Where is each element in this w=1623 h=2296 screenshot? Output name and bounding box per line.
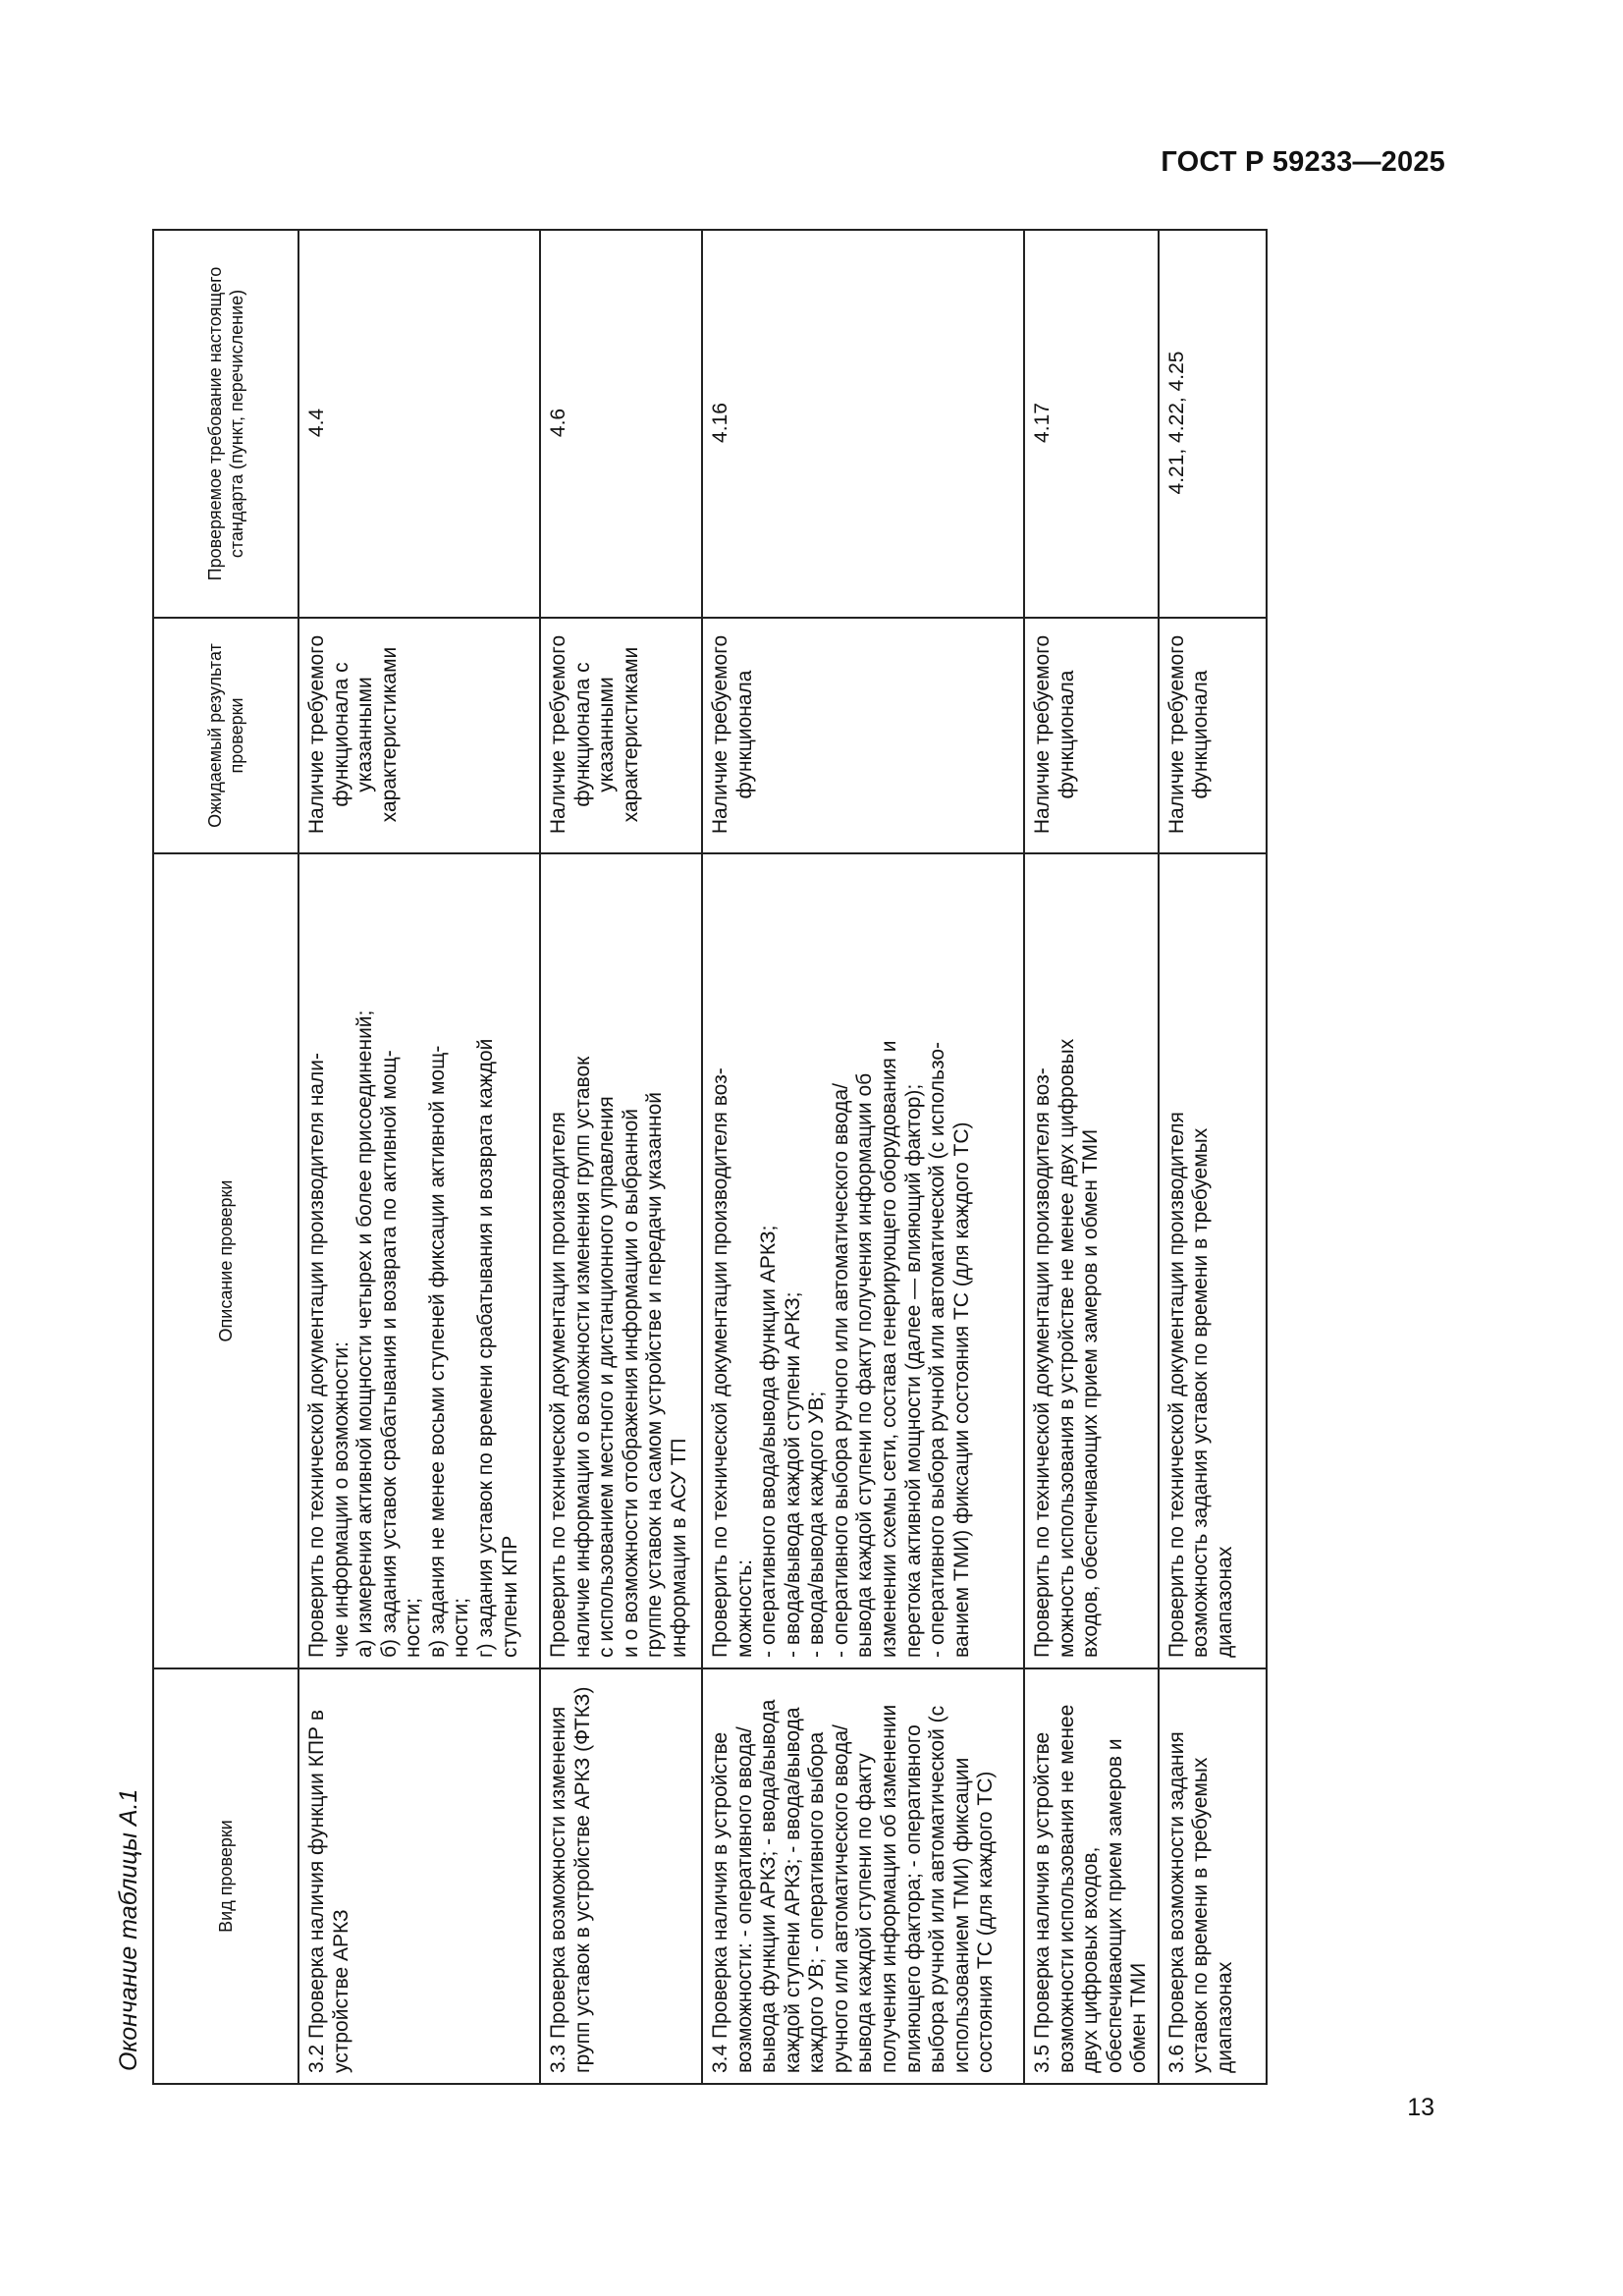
cell-kind: 3.2 Проверка наличия функции КПР в устройстве АРКЗ bbox=[298, 1668, 540, 2084]
rotated-table-block bbox=[105, 229, 1362, 2085]
column-header-result: Ожидаемый результат проверки bbox=[153, 618, 298, 853]
cell-result: Наличие требуемого функционала с указанными характеристиками bbox=[298, 618, 540, 853]
cell-requirement: 4.6 bbox=[540, 230, 702, 618]
description-line: - ввода/вывода каждого УВ; bbox=[805, 1391, 829, 1658]
inspection-table bbox=[152, 229, 1268, 2085]
description-line: б) задания уставок срабатывания и возврата по активной мощ- bbox=[377, 1050, 401, 1658]
cell-kind: 3.3 Проверка возможности изменения групп уставок в устройстве АРКЗ (ФТКЗ) bbox=[540, 1668, 702, 2084]
cell-description bbox=[1024, 853, 1159, 1668]
description-line: - оперативного выбора ручного или автоматического ввода/ bbox=[829, 1083, 852, 1658]
table-caption: Окончание таблицы А.1 bbox=[115, 1788, 142, 2071]
description-line: возможность задания уставок по времени в требуемых bbox=[1189, 1127, 1213, 1658]
description-line: диапазонах bbox=[1213, 1546, 1236, 1658]
description-line: Проверить по технической документации производителя воз- bbox=[1031, 1067, 1054, 1658]
description-line: вывода каждой ступени по факту получения информации об bbox=[853, 1072, 877, 1658]
table-row bbox=[298, 230, 540, 2084]
page-number: 13 bbox=[1407, 2094, 1434, 2121]
document-code: ГОСТ Р 59233—2025 bbox=[1161, 146, 1445, 178]
description-line: изменении схемы сети, состава генерирующего оборудования и bbox=[877, 1040, 900, 1658]
description-line: а) измерения активной мощности четырех и более присоединений; bbox=[353, 1010, 377, 1658]
column-header-description: Описание проверки bbox=[153, 853, 298, 1668]
cell-requirement: 4.4 bbox=[298, 230, 540, 618]
description-line: Проверить по технической документации производителя нали- bbox=[305, 1053, 328, 1658]
table-row bbox=[702, 230, 1024, 2084]
description-line: информации в АСУ ТП bbox=[667, 1438, 690, 1658]
description-line: перетока активной мощности (далее — влияющий фактор); bbox=[901, 1083, 925, 1658]
cell-description bbox=[540, 853, 702, 1668]
description-line: Проверить по технической документации производителя bbox=[1164, 1112, 1188, 1658]
cell-kind: 3.4 Проверка наличия в устройстве возможности: - оперативного ввода/вывода функции АРКЗ; - ввода/вывода каждой ступени АРКЗ; - ввода/вывода каждого УВ; - оперативного выбора ручного или автоматического ввода/вывода каждой ступени по факту получения информации об изменении влияющего фактора; - оперативного выбора ручной или автоматической (с использованием ТМИ) фиксации состояния ТС (для каждого ТС) bbox=[702, 1668, 1024, 2084]
cell-requirement: 4.16 bbox=[702, 230, 1024, 618]
cell-requirement: 4.17 bbox=[1024, 230, 1159, 618]
table-header-row bbox=[153, 230, 298, 2084]
table-row bbox=[1159, 230, 1267, 2084]
table-row bbox=[1024, 230, 1159, 2084]
description-line: ванием ТМИ) фиксации состояния ТС (для каждого ТС) bbox=[949, 1121, 973, 1658]
cell-result: Наличие требуемого функционала bbox=[702, 618, 1024, 853]
description-line: г) задания уставок по времени срабатывания и возврата каждой bbox=[473, 1038, 497, 1658]
description-line: можность использования в устройстве не менее двух цифровых bbox=[1055, 1038, 1078, 1658]
description-line: - оперативного ввода/вывода функции АРКЗ; bbox=[757, 1225, 781, 1658]
table-body bbox=[298, 230, 1267, 2084]
description-line: ступени КПР bbox=[498, 1535, 521, 1658]
description-line: в) задания не менее восьми ступеней фиксации активной мощ- bbox=[425, 1045, 449, 1658]
cell-kind: 3.5 Проверка наличия в устройстве возможности использования не менее двух цифровых входов, обеспечивающих прием замеров и обмен ТМИ bbox=[1024, 1668, 1159, 2084]
cell-description bbox=[702, 853, 1024, 1668]
description-line: входов, обеспечивающих прием замеров и обмен ТМИ bbox=[1079, 1128, 1103, 1658]
description-line: ности; bbox=[402, 1598, 425, 1658]
cell-requirement: 4.21, 4.22, 4.25 bbox=[1159, 230, 1267, 618]
table-row bbox=[540, 230, 702, 2084]
column-header-kind: Вид проверки bbox=[153, 1668, 298, 2084]
cell-description bbox=[1159, 853, 1267, 1668]
description-line: - оперативного выбора ручной или автоматической (с использо- bbox=[926, 1041, 949, 1658]
description-line: - ввода/вывода каждой ступени АРКЗ; bbox=[781, 1291, 804, 1658]
description-line: ности; bbox=[450, 1598, 473, 1658]
cell-result: Наличие требуемого функционала bbox=[1159, 618, 1267, 853]
description-line: чие информации о возможности: bbox=[329, 1341, 352, 1658]
cell-result: Наличие требуемого функционала bbox=[1024, 618, 1159, 853]
description-line: можность: bbox=[732, 1558, 756, 1658]
cell-kind: 3.6 Проверка возможности задания уставок по времени в требуемых диапазонах bbox=[1159, 1668, 1267, 2084]
description-line: и о возможности отображения информации о выбранной bbox=[619, 1108, 642, 1658]
column-header-requirement: Проверяемое требование настоящего стандарта (пункт, перечисление) bbox=[153, 230, 298, 618]
description-line: с использованием местного и дистанционного управления bbox=[595, 1096, 619, 1658]
description-line: группе уставок на самом устройстве и передачи указанной bbox=[643, 1091, 667, 1658]
description-line: Проверить по технической документации производителя воз- bbox=[709, 1067, 731, 1658]
cell-description bbox=[298, 853, 540, 1668]
description-line: наличие информации о возможности изменения групп уставок bbox=[570, 1056, 594, 1658]
cell-result: Наличие требуемого функционала с указанными характеристиками bbox=[540, 618, 702, 853]
description-line: Проверить по технической документации производителя bbox=[547, 1112, 569, 1658]
